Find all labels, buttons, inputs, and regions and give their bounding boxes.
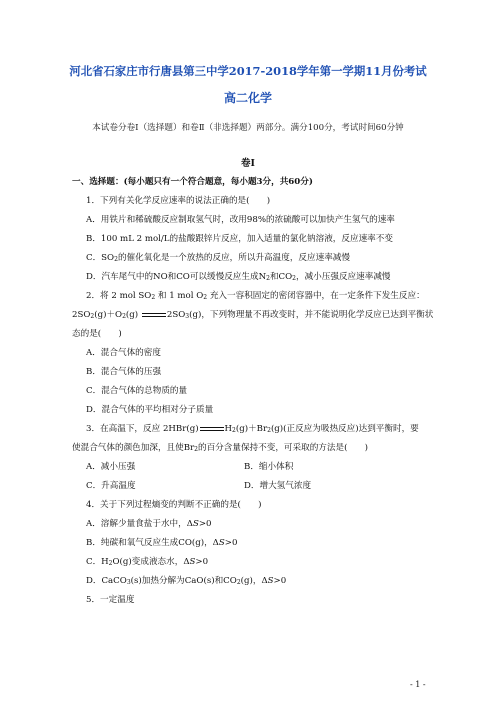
q5-stem: 5．一定温度 xyxy=(86,595,135,605)
exam-title: 河北省石家庄市行唐县第三中学2017-2018学年第一学期11月份考试 xyxy=(69,64,427,78)
volume-heading: 卷Ⅰ xyxy=(241,158,255,169)
section-heading: 一、选择题：(每小题只有一个符合题意，每小题3分，共60分) xyxy=(72,177,313,187)
q4-stem: 4．关于下列过程熵变的判断不正确的是( ) xyxy=(86,500,262,510)
q3-stem-line2: 使混合气体的颜色加深，且使Br2的百分含量保持不变，可采取的方法是( ) xyxy=(72,443,368,453)
equilibrium-arrow-icon xyxy=(200,426,224,432)
q3-option-a: A．减小压强 xyxy=(86,462,136,472)
q4-option-b: B．纯碳和氧气反应生成CO(g)，ΔS>0 xyxy=(86,538,238,548)
exam-intro: 本试卷分卷Ⅰ（选择题）和卷Ⅱ（非选择题）两部分。满分100分，考试时间60分钟 xyxy=(92,123,404,133)
q2-option-b: B．混合气体的压强 xyxy=(86,367,162,377)
q1-option-d: D．汽车尾气中的NO和CO可以缓慢反应生成N2和CO2，减小压强反应速率减慢 xyxy=(86,272,391,282)
q2-stem-line1: 2．将 2 mol SO2 和 1 mol O2 充入一容积固定的密闭容器中，在一定条件下发生反应： xyxy=(86,291,425,301)
q2-stem-line2: 2SO2(g)＋O2(g) 2SO3(g)，下列物理量不再改变时，并不能说明化学反应已达到平衡状 xyxy=(72,310,434,320)
q1-option-b: B．100 mL 2 mol/L的盐酸跟锌片反应，加入适量的氯化钠溶液，反应速率不变 xyxy=(86,234,393,244)
q4-option-a: A．溶解少量食盐于水中，ΔS>0 xyxy=(86,519,212,529)
page-number: - 1 - xyxy=(410,680,426,689)
q1-option-c: C．SO2的催化氧化是一个放热的反应，所以升高温度，反应速率减慢 xyxy=(86,253,350,263)
equilibrium-arrow-icon xyxy=(142,312,166,318)
subject-title: 高二化学 xyxy=(223,91,272,105)
q2-stem-line3: 态的是( ) xyxy=(72,329,122,339)
q3-option-c: C．升高温度 xyxy=(86,481,136,491)
q4-option-c: C．H2O(g)变成液态水，ΔS>0 xyxy=(86,557,209,567)
q3-option-d: D．增大氢气浓度 xyxy=(244,481,312,491)
q2-option-c: C．混合气体的总物质的量 xyxy=(86,386,188,396)
q2-option-a: A．混合气体的密度 xyxy=(86,348,161,358)
q1-option-a: A．用铁片和稀硫酸反应制取氢气时，改用98%的浓硫酸可以加快产生氢气的速率 xyxy=(86,215,395,225)
q4-option-d: D．CaCO3(s)加热分解为CaO(s)和CO2(g)，ΔS>0 xyxy=(86,576,287,586)
q1-stem: 1．下列有关化学反应速率的说法正确的是( ) xyxy=(86,196,271,206)
q3-option-b: B．缩小体积 xyxy=(244,462,294,472)
q3-stem-line1: 3．在高温下，反应 2HBr(g) H2(g)＋Br2(g)(正反应为吸热反应)达到平衡时，要 xyxy=(86,424,419,434)
q2-option-d: D．混合气体的平均相对分子质量 xyxy=(86,405,214,415)
